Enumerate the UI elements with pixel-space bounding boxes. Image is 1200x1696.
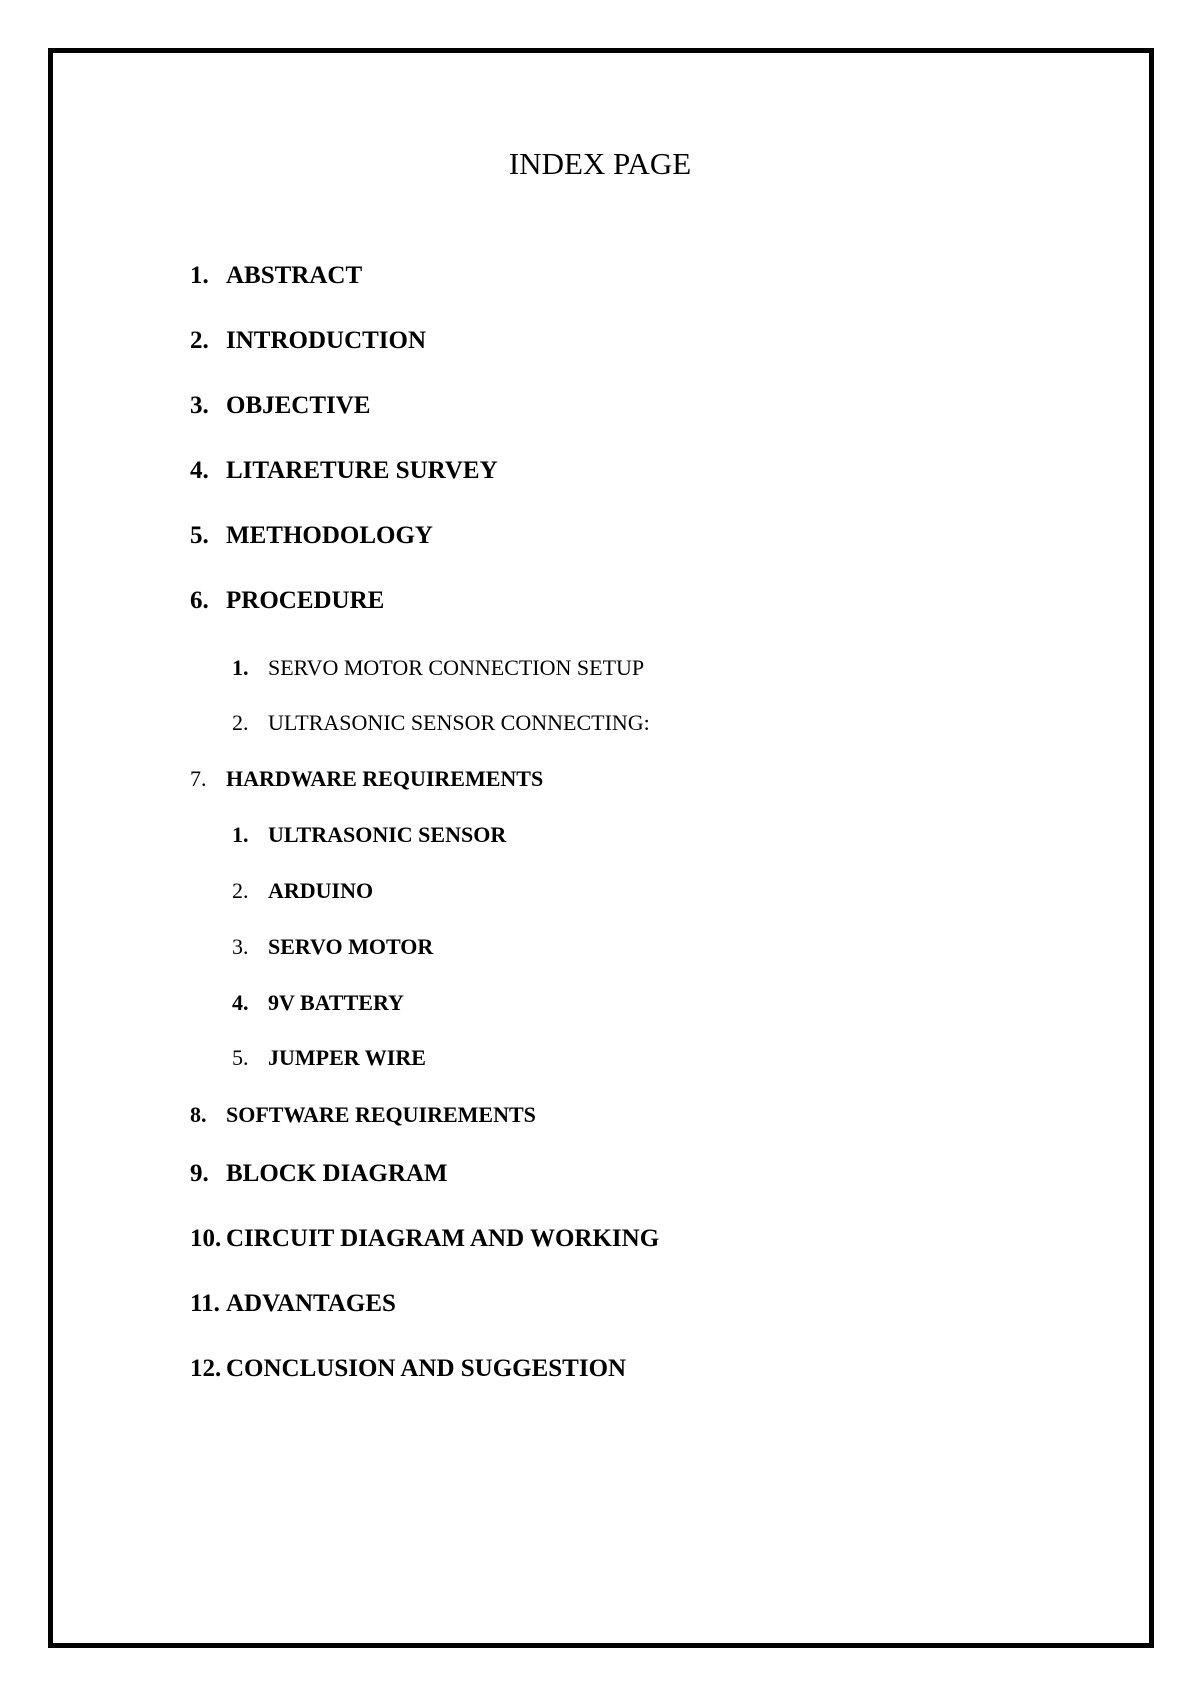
entry-number: 5. [232, 1045, 249, 1070]
entry-number: 4. [190, 457, 209, 484]
index-entry-block-diagram [190, 1159, 448, 1189]
entry-label: PROCEDURE [226, 587, 385, 614]
entry-label: ARDUINO [268, 878, 374, 903]
index-entry-hardware-requirements [190, 764, 543, 794]
entry-number: 11. [190, 1290, 220, 1317]
entry-label: HARDWARE REQUIREMENTS [226, 766, 544, 791]
entry-label: LITARETURE SURVEY [226, 457, 498, 484]
entry-label: INTRODUCTION [226, 327, 427, 354]
index-entry-abstract [190, 261, 362, 291]
entry-label: 9V BATTERY [268, 990, 404, 1015]
entry-number: 7. [190, 766, 207, 791]
entry-number: 1. [232, 822, 249, 847]
index-entry-conclusion [190, 1354, 626, 1384]
entry-number: 12. [190, 1355, 222, 1382]
entry-number: 3. [232, 934, 249, 959]
entry-number: 9. [190, 1160, 209, 1187]
index-entry-methodology [190, 521, 433, 551]
entry-label: SOFTWARE REQUIREMENTS [226, 1102, 536, 1127]
index-subentry-ultrasonic-connecting [232, 708, 650, 738]
index-entry-advantages [190, 1289, 396, 1319]
index-subentry-servo-motor [232, 932, 433, 962]
index-subentry-jumper-wire [232, 1043, 426, 1073]
entry-number: 2. [232, 878, 249, 903]
entry-label: ABSTRACT [226, 262, 363, 289]
index-subentry-servo-setup [232, 653, 644, 683]
entry-label: SERVO MOTOR CONNECTION SETUP [268, 655, 645, 680]
entry-number: 1. [232, 655, 249, 680]
index-subentry-arduino [232, 876, 373, 906]
entry-label: ULTRASONIC SENSOR CONNECTING: [268, 710, 650, 735]
entry-number: 6. [190, 587, 209, 614]
entry-label: OBJECTIVE [226, 392, 371, 419]
index-subentry-9v-battery [232, 988, 404, 1018]
index-entry-objective [190, 391, 370, 421]
entry-label: JUMPER WIRE [268, 1045, 426, 1070]
entry-label: BLOCK DIAGRAM [226, 1160, 448, 1187]
entry-number: 10. [190, 1225, 222, 1252]
entry-number: 1. [190, 262, 209, 289]
index-entry-procedure [190, 586, 384, 616]
entry-label: METHODOLOGY [226, 522, 433, 549]
index-subentry-ultrasonic-sensor [232, 820, 506, 850]
entry-label: CONCLUSION AND SUGGESTION [226, 1355, 627, 1382]
entry-number: 5. [190, 522, 209, 549]
page-title: INDEX PAGE [508, 146, 692, 181]
entry-label: ULTRASONIC SENSOR [268, 822, 507, 847]
entry-label: CIRCUIT DIAGRAM AND WORKING [226, 1225, 660, 1252]
entry-number: 2. [190, 327, 209, 354]
entry-label: SERVO MOTOR [268, 934, 434, 959]
entry-number: 4. [232, 990, 249, 1015]
entry-number: 8. [190, 1102, 207, 1127]
entry-number: 2. [232, 710, 249, 735]
index-entry-introduction [190, 326, 426, 356]
index-entry-literature-survey [190, 456, 498, 486]
index-entry-circuit-diagram [190, 1224, 659, 1254]
index-entry-software-requirements [190, 1100, 536, 1130]
entry-number: 3. [190, 392, 209, 419]
entry-label: ADVANTAGES [226, 1290, 396, 1317]
